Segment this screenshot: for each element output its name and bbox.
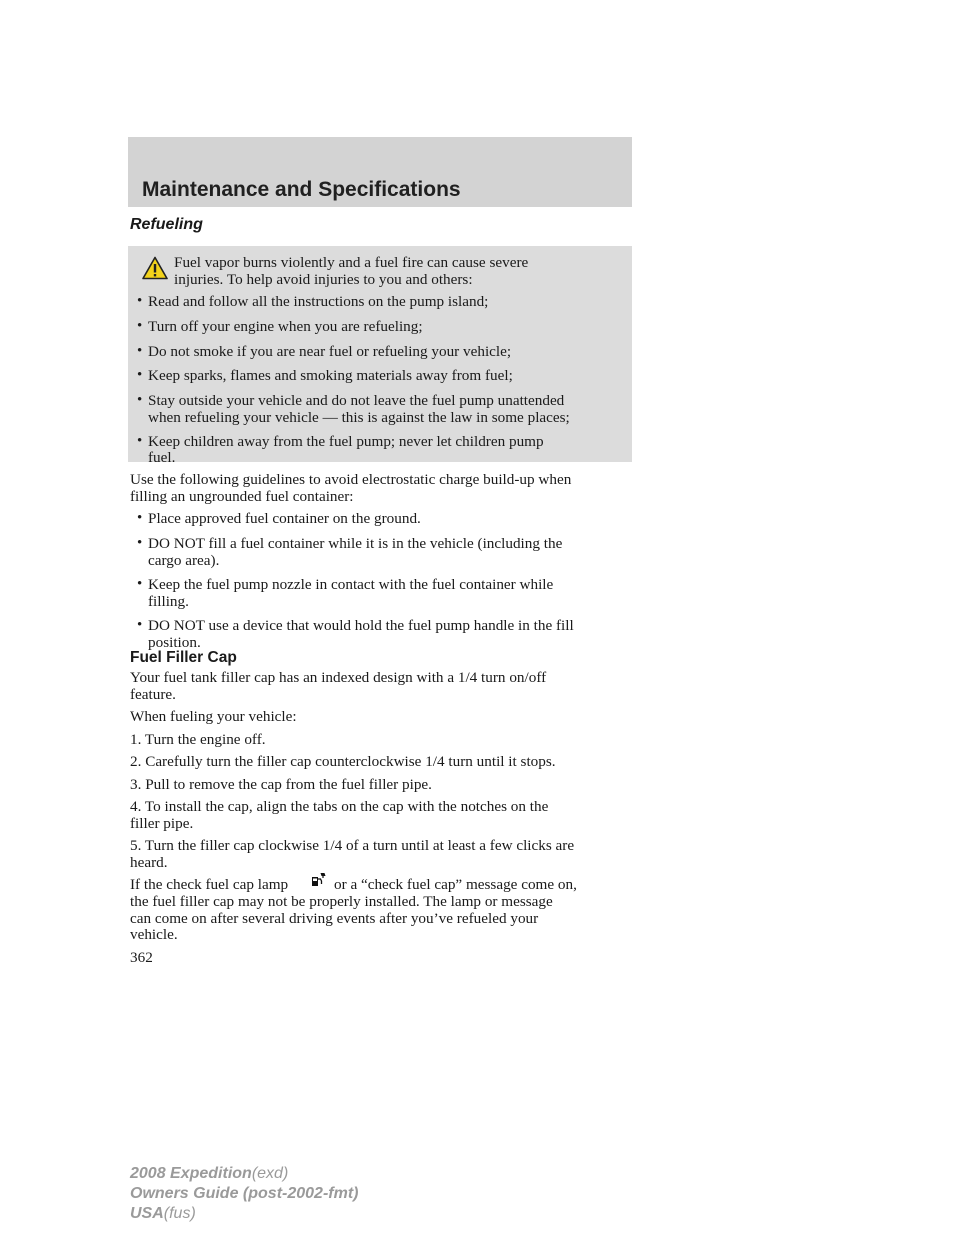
- warning-bullet-text: when refueling your vehicle — this is against the law in some places;: [148, 409, 570, 426]
- bullet-dot: •: [137, 535, 143, 551]
- page-number: 362: [130, 949, 153, 966]
- footer-line-2: [130, 1185, 358, 1203]
- footer-model-code: (exd): [251, 1165, 289, 1182]
- bullet-dot: •: [137, 617, 143, 633]
- step-line: 1. Turn the engine off.: [130, 731, 266, 748]
- warning-intro-line: injuries. To help avoid injuries to you and others:: [174, 271, 473, 288]
- warning-bullet-text: Do not smoke if you are near fuel or refueling your vehicle;: [148, 343, 512, 360]
- step-line: heard.: [130, 854, 168, 871]
- guidelines-intro-line: filling an ungrounded fuel container:: [130, 488, 354, 505]
- guideline-bullet-text: Keep the fuel pump nozzle in contact with the fuel container while: [148, 576, 554, 593]
- check-cap-line: the fuel filler cap may not be properly installed. The lamp or message: [130, 893, 553, 910]
- bullet-dot: •: [137, 392, 143, 408]
- bullet-dot: •: [137, 367, 143, 383]
- bullet-dot: •: [137, 343, 143, 359]
- bullet-dot: •: [137, 510, 143, 526]
- step-line: 2. Carefully turn the filler cap counterclockwise 1/4 turn until it stops.: [130, 753, 556, 770]
- warning-box: [128, 246, 632, 466]
- step-line: filler pipe.: [130, 815, 194, 832]
- guideline-bullet-text: cargo area).: [148, 552, 220, 569]
- warning-intro-line: Fuel vapor burns violently and a fuel fire can cause severe: [174, 254, 529, 271]
- footer-line-1: [130, 1165, 288, 1183]
- bullet-dot: •: [137, 433, 143, 449]
- footer-line-3: [130, 1205, 196, 1223]
- guideline-bullet-text: position.: [148, 634, 201, 651]
- fuel-filler-cap-heading: Fuel Filler Cap: [130, 649, 237, 666]
- filler-intro-line: feature.: [130, 686, 176, 703]
- section-title: Refueling: [130, 216, 203, 233]
- guideline-bullet-text: DO NOT fill a fuel container while it is in the vehicle (including the: [148, 535, 563, 552]
- check-fuel-cap-icon: [311, 872, 326, 887]
- bullet-dot: •: [137, 293, 143, 309]
- filler-intro-line: Your fuel tank filler cap has an indexed design with a 1/4 turn on/off: [130, 669, 547, 686]
- bullet-dot: •: [137, 318, 143, 334]
- step-line: 5. Turn the filler cap clockwise 1/4 of a turn until at least a few clicks are: [130, 837, 575, 854]
- warning-bullet-text: fuel.: [148, 449, 176, 466]
- footer-market: USA: [130, 1205, 164, 1222]
- guidelines-intro-line: Use the following guidelines to avoid electrostatic charge build-up when: [130, 471, 572, 488]
- when-fueling-line: When fueling your vehicle:: [130, 708, 297, 725]
- bullet-dot: •: [137, 576, 143, 592]
- footer-model: 2008 Expedition: [130, 1165, 252, 1182]
- warning-bullet-text: Read and follow all the instructions on the pump island;: [148, 293, 489, 310]
- page-header-title: Maintenance and Specifications: [142, 178, 461, 201]
- guideline-bullet-text: filling.: [148, 593, 189, 610]
- footer-market-code: (fus): [163, 1205, 196, 1222]
- warning-bullet-text: Turn off your engine when you are refueling;: [148, 318, 423, 335]
- check-cap-line: vehicle.: [130, 926, 178, 943]
- check-cap-line-end: or a “check fuel cap” message come on,: [334, 876, 577, 893]
- guideline-bullet-text: DO NOT use a device that would hold the fuel pump handle in the fill: [148, 617, 574, 634]
- warning-bullet-text: Keep children away from the fuel pump; never let children pump: [148, 433, 544, 450]
- guideline-bullet-text: Place approved fuel container on the ground.: [148, 510, 421, 527]
- warning-bullet-text: Keep sparks, flames and smoking materials away from fuel;: [148, 367, 513, 384]
- step-line: 4. To install the cap, align the tabs on the cap with the notches on the: [130, 798, 549, 815]
- check-cap-line-start: If the check fuel cap lamp: [130, 876, 289, 893]
- check-cap-line: can come on after several driving events after you’ve refueled your: [130, 910, 539, 927]
- step-line: 3. Pull to remove the cap from the fuel filler pipe.: [130, 776, 432, 793]
- warning-triangle-icon: [142, 256, 168, 280]
- footer-guide: Owners Guide (post-2002-fmt): [130, 1185, 359, 1202]
- warning-bullet-text: Stay outside your vehicle and do not leave the fuel pump unattended: [148, 392, 565, 409]
